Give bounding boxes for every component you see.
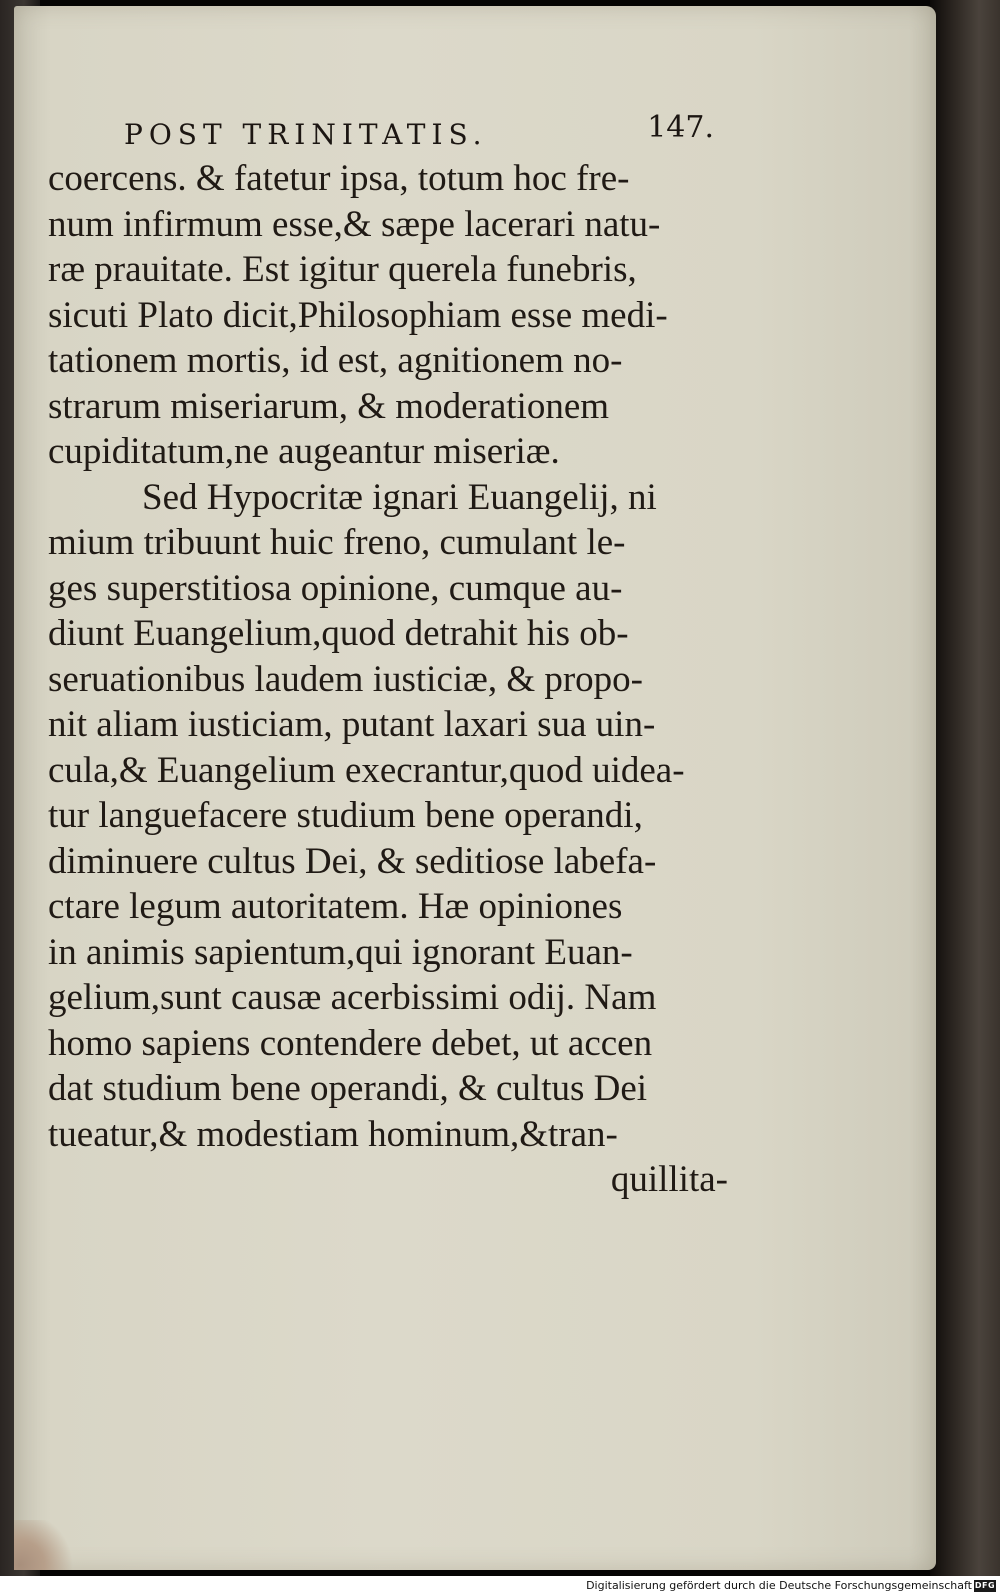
text-line: in animis sapientum,qui ignorant Euan-	[48, 931, 633, 973]
text-line: cula,& Euangelium execrantur,quod uidea-	[48, 749, 685, 791]
body-text	[48, 156, 748, 1203]
dfg-logo: DFG	[974, 1581, 996, 1590]
text-line: diminuere cultus Dei, & seditiose labefa-	[48, 840, 657, 882]
text-line: num infirmum esse,& sæpe lacerari natu-	[48, 203, 661, 245]
text-line: nit aliam iusticiam, putant laxari sua uin-	[48, 704, 656, 745]
text-line: homo sapiens contendere debet, ut accen	[48, 1022, 653, 1064]
text-line: seruationibus laudem iusticiæ, & propo-	[48, 658, 643, 700]
digitization-footer	[0, 1576, 1000, 1596]
text-line: tationem mortis, id est, agnitionem no-	[48, 340, 623, 381]
page-header	[124, 110, 714, 154]
funding-credit: Digitalisierung gefördert durch die Deutsche Forschungsgemeinschaft	[586, 1579, 972, 1592]
book-page	[14, 6, 936, 1570]
page-stain	[14, 1520, 74, 1570]
text-line: ctare legum autoritatem. Hæ opiniones	[48, 886, 623, 927]
catchword: quillita-	[610, 1159, 728, 1200]
text-line: coercens. & fatetur ipsa, totum hoc fre-	[48, 158, 630, 199]
text-line: strarum miseriarum, & moderationem	[48, 385, 610, 427]
text-line: sicuti Plato dicit,Philosophiam esse medi-	[48, 294, 668, 336]
text-line: dat studium bene operandi, & cultus Dei	[48, 1068, 648, 1109]
page-number: 147.	[647, 110, 714, 145]
text-line: cupiditatum,ne augeantur miseriæ.	[48, 431, 560, 472]
text-line: diunt Euangelium,quod detrahit his ob-	[48, 613, 629, 654]
text-line: gelium,sunt causæ acerbissimi odij. Nam	[48, 977, 657, 1018]
paragraph-start-line: Sed Hypocritæ ignari Euangelij, ni	[142, 476, 657, 518]
text-line: mium tribuunt huic freno, cumulant le-	[48, 522, 626, 563]
text-line: tueatur,& modestiam hominum,&tran-	[48, 1113, 618, 1155]
backdrop-right	[930, 0, 1000, 1576]
text-line: ræ prauitate. Est igitur querela funebris,	[48, 249, 637, 290]
text-line: ges superstitiosa opinione, cumque au-	[48, 567, 623, 609]
text-line: tur languefacere studium bene operandi,	[48, 795, 643, 836]
running-title: POST TRINITATIS.	[124, 118, 488, 151]
